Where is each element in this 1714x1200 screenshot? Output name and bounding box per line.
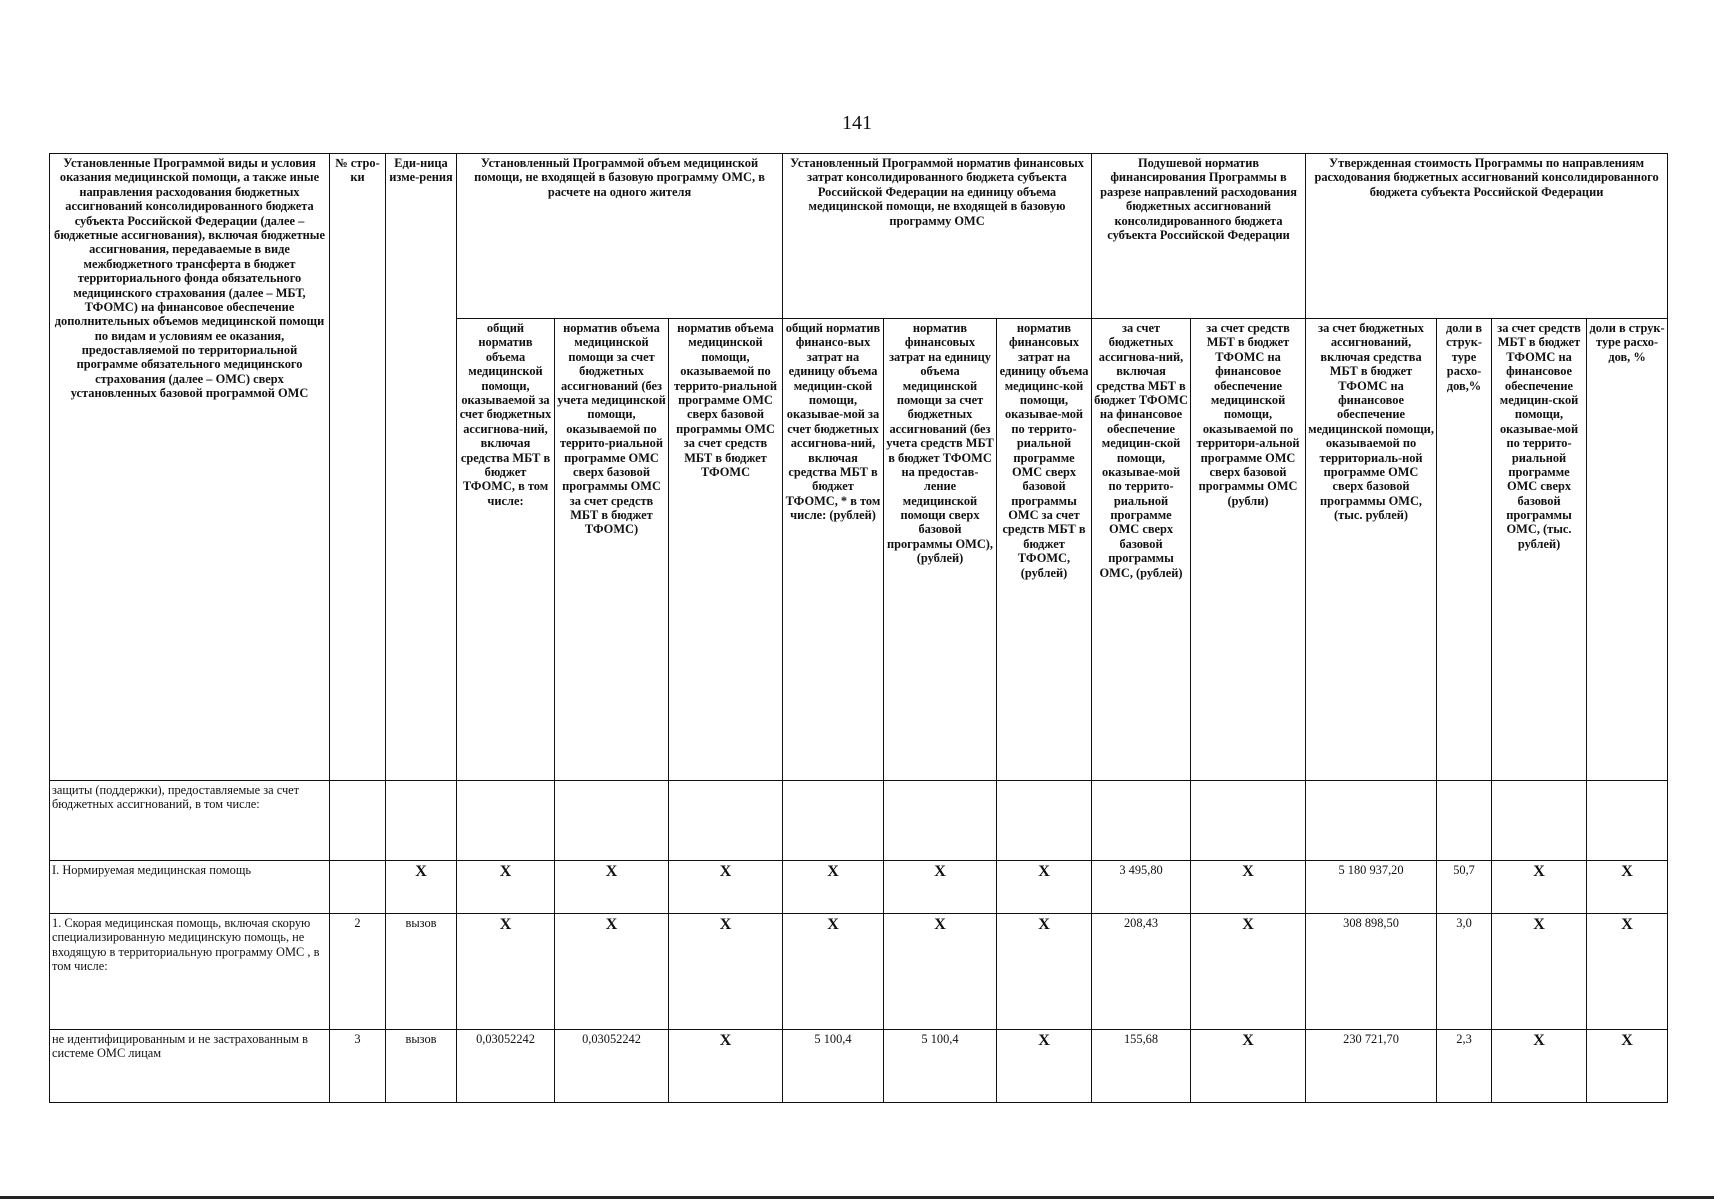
header-cell-volume-mbt: норматив объема медицинской помощи, оказываемой по террито-риальной программе ОМС сверх базовой программы ОМС за счет средств МБТ в бюджет ТФОМС (669, 319, 783, 781)
row-number (330, 781, 386, 861)
page-number: 141 (842, 112, 872, 134)
cell-volume-total: X (457, 914, 555, 1030)
cell-percap-budget: 155,68 (1092, 1030, 1191, 1103)
cell-cost-budget: 308 898,50 (1306, 914, 1437, 1030)
cell-norm-budget: X (884, 914, 997, 1030)
cell-volume-mbt: X (669, 861, 783, 914)
header-group-cost-norm: Установленный Программой норматив финансовых затрат консолидированного бюджета субъекта Российской Федерации на единицу объема медицинской помощи, не входящей в базовую программу ОМС (783, 154, 1092, 319)
cell-cost-share-budget: 3,0 (1437, 914, 1492, 1030)
cell-volume-budget: 0,03052242 (555, 1030, 669, 1103)
cell-cost-share-mbt: X (1587, 861, 1668, 914)
cell-norm-mbt: X (997, 1030, 1092, 1103)
table-row (50, 1030, 1668, 1103)
cell-cost-mbt (1492, 781, 1587, 861)
cell-norm-total: X (783, 914, 884, 1030)
header-group-per-capita: Подушевой норматив финансирования Программы в разрезе направлений расходования бюджетных ассигнований консолидированного бюджета субъекта Российской Федерации (1092, 154, 1306, 319)
cell-percap-mbt (1191, 781, 1306, 861)
cell-cost-mbt: X (1492, 1030, 1587, 1103)
header-cell-cost-share-mbt: доли в струк-туре расхо-дов, % (1587, 319, 1668, 781)
row-number: 3 (330, 1030, 386, 1103)
header-cell-volume-total: общий норматив объема медицинской помощи, оказываемой за счет бюджетных ассигнова-ний, включая средства МБТ в бюджет ТФОМС, в том числе: (457, 319, 555, 781)
cell-cost-share-mbt: X (1587, 914, 1668, 1030)
cell-cost-mbt: X (1492, 861, 1587, 914)
cell-norm-budget: 5 100,4 (884, 1030, 997, 1103)
row-label: защиты (поддержки), предоставляемые за счет бюджетных ассигнований, в том числе: (50, 781, 330, 861)
header-cell-cost-budget: за счет бюджетных ассигнований, включая средства МБТ в бюджет ТФОМС на финансовое обеспечение медицинской помощи, оказываемой по территориаль-ной программе ОМС сверх базовой программы ОМС, (тыс. рублей) (1306, 319, 1437, 781)
header-cell-norm-total: общий норматив финансо-вых затрат на единицу объема медицин-ской помощи, оказывае-мой за счет бюджетных ассигнова-ний, включая средства МБТ в бюджет ТФОМС, * в том числе: (рублей) (783, 319, 884, 781)
header-group-volume: Установленный Программой объем медицинской помощи, не входящей в базовую программу ОМС, в расчете на одного жителя (457, 154, 783, 319)
row-unit: X (386, 861, 457, 914)
row-unit: вызов (386, 914, 457, 1030)
cell-norm-total: X (783, 861, 884, 914)
header-cell-cost-share-budget: доли в струк-туре расхо-дов,% (1437, 319, 1492, 781)
header-cell-norm-budget: норматив финансовых затрат на единицу объема медицинской помощи за счет бюджетных ассигнований (без учета средств МБТ в бюджет ТФОМС на предостав-ление медицинской помощи сверх базовой программы ОМС), (рублей) (884, 319, 997, 781)
header-cell-volume-budget: норматив объема медицинской помощи за счет бюджетных ассигнований (без учета медицинской помощи, оказываемой по террито-риальной программе ОМС сверх базовой программы ОМС за счет средств МБТ в бюджет ТФОМС) (555, 319, 669, 781)
header-cell-cost-mbt: за счет средств МБТ в бюджет ТФОМС на финансовое обеспечение медицин-ской помощи, оказывае-мой по террито-риальной программе ОМС сверх базовой программы ОМС, (тыс. рублей) (1492, 319, 1587, 781)
row-unit (386, 781, 457, 861)
cell-volume-total: 0,03052242 (457, 1030, 555, 1103)
row-label: I. Нормируемая медицинская помощь (50, 861, 330, 914)
cell-cost-share-budget: 2,3 (1437, 1030, 1492, 1103)
cell-cost-budget (1306, 781, 1437, 861)
cell-cost-share-mbt (1587, 781, 1668, 861)
cell-volume-total: X (457, 861, 555, 914)
header-cell-percap-mbt: за счет средств МБТ в бюджет ТФОМС на финансовое обеспечение медицинской помощи, оказываемой по территори-альной программе ОМС сверх базовой программы ОМС (рубли) (1191, 319, 1306, 781)
cell-volume-mbt: X (669, 914, 783, 1030)
header-cell-types: Установленные Программой виды и условия оказания медицинской помощи, а также иные направления расходования бюджетных ассигнований консолидированного бюджета субъекта Российской Федерации (далее – бюджетные ассигнования), включая бюджетные ассигнования, передаваемые в виде межбюджетного трансферта в бюджет территориального фонда обязательного медицинского страхования (далее – МБТ, ТФОМС) на финансовое обеспечение дополнительных объемов медицинской помощи по видам и условиям ее оказания, предоставляемой по территориальной программе обязательного медицинского страхования (далее – ОМС) сверх установленных базовой программой ОМС (50, 154, 330, 781)
cell-norm-budget: X (884, 861, 997, 914)
row-label: 1. Скорая медицинская помощь, включая скорую специализированную медицинскую помощь, не входящую в территориальную программу ОМС , в том числе: (50, 914, 330, 1030)
cell-volume-budget: X (555, 861, 669, 914)
cell-percap-budget (1092, 781, 1191, 861)
cell-cost-budget: 230 721,70 (1306, 1030, 1437, 1103)
scan-edge-line (0, 1196, 1714, 1199)
cell-cost-share-budget: 50,7 (1437, 861, 1492, 914)
header-cell-norm-mbt: норматив финансовых затрат на единицу объема медицинс-кой помощи, оказывае-мой по террито-риальной программе ОМС сверх базовой программы ОМС за счет средств МБТ в бюджет ТФОМС, (рублей) (997, 319, 1092, 781)
cell-volume-budget: X (555, 914, 669, 1030)
row-unit: вызов (386, 1030, 457, 1103)
cell-norm-mbt: X (997, 914, 1092, 1030)
cell-percap-budget: 3 495,80 (1092, 861, 1191, 914)
cell-norm-budget (884, 781, 997, 861)
cell-cost-budget: 5 180 937,20 (1306, 861, 1437, 914)
table-row (50, 914, 1668, 1030)
cell-cost-share-budget (1437, 781, 1492, 861)
row-number: 2 (330, 914, 386, 1030)
cell-percap-mbt: X (1191, 914, 1306, 1030)
header-cell-unit: Еди-ница изме-рения (386, 154, 457, 781)
cell-cost-mbt: X (1492, 914, 1587, 1030)
cell-norm-total (783, 781, 884, 861)
cell-percap-mbt: X (1191, 861, 1306, 914)
cell-norm-mbt: X (997, 861, 1092, 914)
table-row (50, 861, 1668, 914)
header-row-groups (50, 154, 1668, 319)
cell-cost-share-mbt: X (1587, 1030, 1668, 1103)
cell-percap-mbt: X (1191, 1030, 1306, 1103)
row-number (330, 861, 386, 914)
cell-norm-mbt (997, 781, 1092, 861)
cell-volume-mbt (669, 781, 783, 861)
cell-volume-budget (555, 781, 669, 861)
cell-volume-total (457, 781, 555, 861)
table-row (50, 781, 1668, 861)
cell-percap-budget: 208,43 (1092, 914, 1191, 1030)
header-cell-percap-budget: за счет бюджетных ассигнова-ний, включая средства МБТ в бюджет ТФОМС на финансовое обеспечение медицин-ской помощи, оказывае-мой по террито-риальной программе ОМС сверх базовой программы ОМС, (рублей) (1092, 319, 1191, 781)
header-group-approved-cost: Утвержденная стоимость Программы по направлениям расходования бюджетных ассигнований консолидированного бюджета субъекта Российской Федерации (1306, 154, 1668, 319)
cell-volume-mbt: X (669, 1030, 783, 1103)
program-cost-table (49, 153, 1668, 1103)
row-label: не идентифицированным и не застрахованным в системе ОМС лицам (50, 1030, 330, 1103)
cell-norm-total: 5 100,4 (783, 1030, 884, 1103)
header-cell-row-number: № стро-ки (330, 154, 386, 781)
